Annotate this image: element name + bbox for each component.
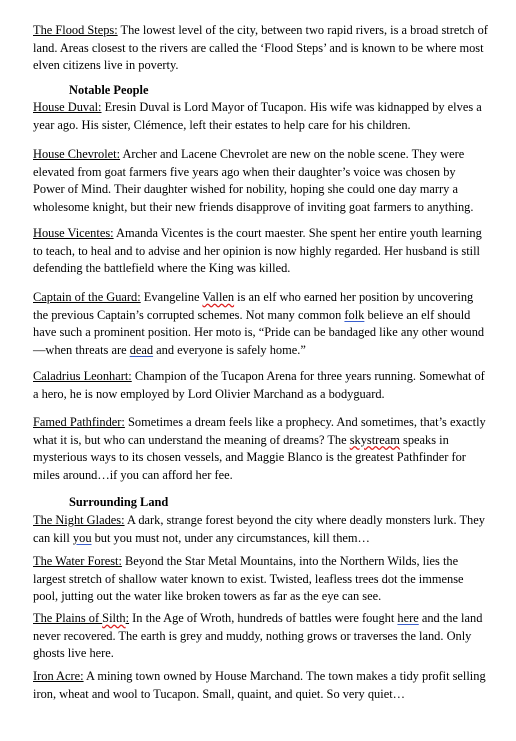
surrounding-land-heading: Surrounding Land xyxy=(69,495,169,509)
water-forest-paragraph xyxy=(33,553,488,606)
plains-title-colon: : xyxy=(125,611,130,625)
captain-spellcheck-word[interactable]: Vallen xyxy=(202,290,235,304)
night-glades-text-2: but you must not, under any circumstances, kill them… xyxy=(91,530,370,545)
plains-paragraph xyxy=(33,610,488,663)
house-chevrolet-text: Archer and Lacene Chevrolet are new on the noble scene. They were elevated from goat farmers five years ago when their daughter’s voice was chosen by Power of Mind. Their daughter wished for nobility, hoping she could one day marry a wholesome knight, but their new friends disapprove of inviting goat farmers to anything. xyxy=(33,147,474,214)
house-duval-paragraph xyxy=(33,99,488,134)
house-duval-text: Eresin Duval is Lord Mayor of Tucapon. His wife was kidnapped by elves a year ago. His sister, Clémence, left their estates to help care for his children. xyxy=(33,100,482,132)
flood-steps-paragraph xyxy=(33,22,488,75)
plains-title-spellcheck-word[interactable]: Silth xyxy=(102,611,126,625)
iron-acre-text: A mining town owned by House Marchand. The town makes a tidy profit selling iron, wheat and wool to Tucapon. Small, quaint, and quiet. So very quiet… xyxy=(33,669,486,701)
captain-text-3: believe an elf should have such a prominent position. Her moto is, “Pride can be bandaged like any other wound—when threats are xyxy=(33,307,485,357)
caladrius-paragraph xyxy=(33,368,488,403)
plains-text-2: and the land never recovered. The earth is grey and muddy, nothing grows or traverses the land. Only ghosts live here. xyxy=(33,611,483,660)
caladrius-title: Caladrius Leonhart: xyxy=(33,369,132,383)
pathfinder-text-2: speaks in mysterious ways to its chosen vessels, and Maggie Blanco is the greatest Pathfinder for miles around…if you can afford her fee. xyxy=(33,432,466,482)
pathfinder-spellcheck-word[interactable]: skystream xyxy=(349,432,400,447)
night-glades-grammar-word[interactable]: you xyxy=(72,530,92,545)
iron-acre-title: Iron Acre: xyxy=(33,669,84,683)
house-chevrolet-title: House Chevrolet: xyxy=(33,147,121,161)
water-forest-title: The Water Forest: xyxy=(33,554,122,568)
house-vicentes-title: House Vicentes: xyxy=(33,226,114,240)
pathfinder-title: Famed Pathfinder: xyxy=(33,415,125,429)
captain-title: Captain of the Guard: xyxy=(33,290,141,304)
captain-paragraph xyxy=(33,289,488,359)
captain-text-4: and everyone is safely home.” xyxy=(153,342,306,357)
captain-text-1: Evangeline xyxy=(140,290,203,304)
house-duval-title: House Duval: xyxy=(33,100,102,114)
caladrius-text: Champion of the Tucapon Arena for three years running. Somewhat of a hero, he is now employed by Lord Olivier Marchand as a bodyguard. xyxy=(33,369,485,401)
captain-grammar-word-2[interactable]: dead xyxy=(129,342,154,357)
captain-text-2: is an elf who earned her position by uncovering the previous Captain’s corrupted schemes. Not many common xyxy=(33,290,474,322)
plains-text-1: In the Age of Wroth, hundreds of battles were fought xyxy=(129,611,398,625)
night-glades-paragraph xyxy=(33,512,488,547)
night-glades-text-1: A dark, strange forest beyond the city where deadly monsters lurk. They can kill xyxy=(33,513,485,545)
notable-people-heading: Notable People xyxy=(69,83,149,97)
house-vicentes-text: Amanda Vicentes is the court maester. She spent her entire youth learning to teach, to heal and to advise and her opinion is now highly regarded. Her husband is still defending the battlefield where the King was killed. xyxy=(33,226,482,275)
house-vicentes-paragraph xyxy=(33,225,488,278)
flood-steps-text: The lowest level of the city, between two rapid rivers, is a broad stretch of land. Areas closest to the rivers are called the ‘Flood Steps’ and is known to be where most elven citizens live in poverty. xyxy=(33,23,488,72)
pathfinder-text-1: Sometimes a dream feels like a prophecy. And sometimes, that’s exactly what it is, but who can understand the meaning of dreams? The xyxy=(33,415,486,447)
plains-title-a: The Plains of xyxy=(33,611,103,625)
night-glades-title: The Night Glades: xyxy=(33,513,125,527)
captain-grammar-word-1[interactable]: folk xyxy=(344,307,365,322)
water-forest-text: Beyond the Star Metal Mountains, into the Northern Wilds, lies the largest stretch of shallow water known to exist. Twisted, leafless trees dot the immense pool, jutting out the water like broken towers as far as the eye can see. xyxy=(33,554,464,603)
iron-acre-paragraph xyxy=(33,668,488,703)
plains-grammar-word[interactable]: here xyxy=(397,611,419,625)
house-chevrolet-paragraph xyxy=(33,146,488,216)
pathfinder-paragraph xyxy=(33,414,488,484)
flood-steps-title: The Flood Steps: xyxy=(33,23,118,37)
